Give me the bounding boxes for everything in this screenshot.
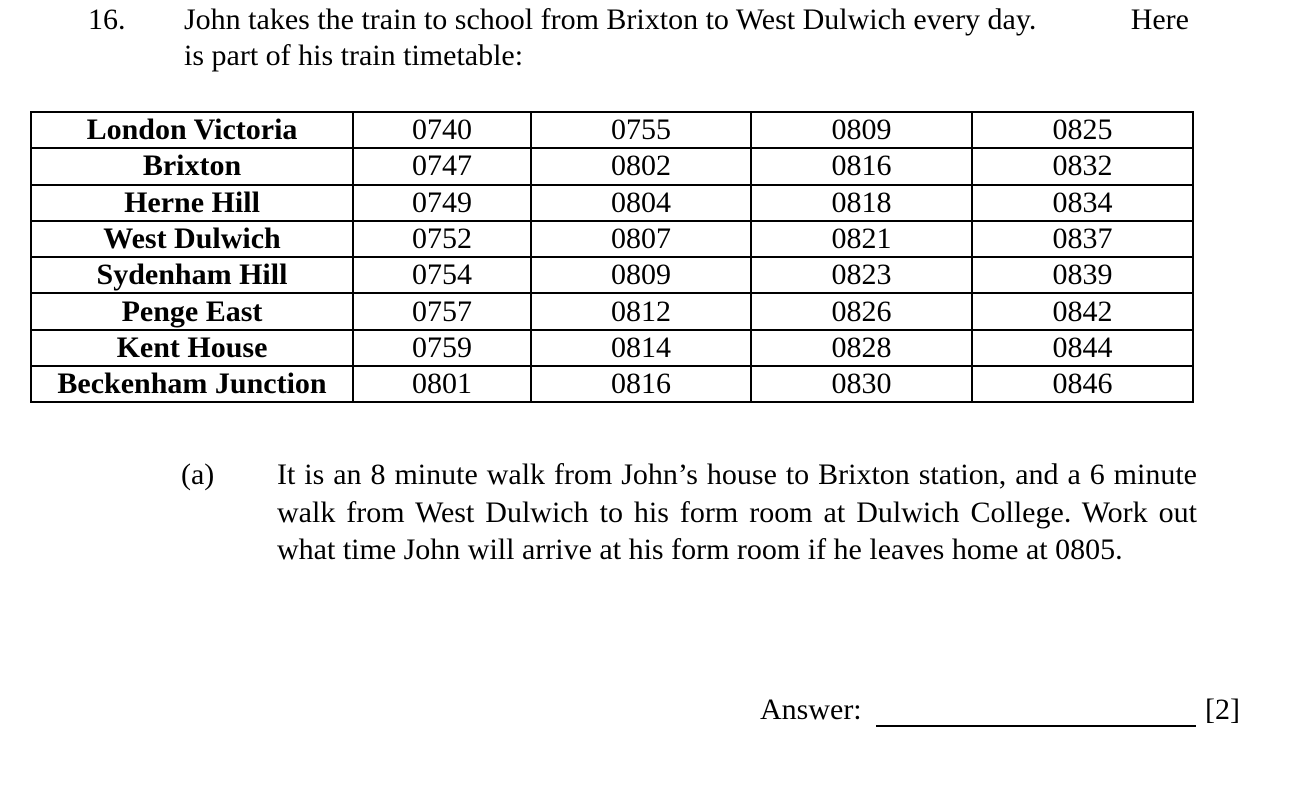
table-row (31, 112, 1193, 148)
time-cell: 0759 (353, 330, 531, 366)
station-name: Kent House (31, 330, 353, 366)
time-cell: 0740 (353, 112, 531, 148)
train-timetable (30, 111, 1194, 403)
time-cell: 0844 (972, 330, 1193, 366)
time-cell: 0814 (531, 330, 751, 366)
time-cell: 0818 (751, 185, 972, 221)
answer-line[interactable] (876, 725, 1196, 727)
table-row (31, 366, 1193, 402)
marks-label: [2] (1205, 693, 1240, 726)
time-cell: 0816 (751, 148, 972, 184)
table-row (31, 221, 1193, 257)
time-cell: 0801 (353, 366, 531, 402)
question-intro (184, 2, 1189, 74)
station-name: Herne Hill (31, 185, 353, 221)
time-cell: 0752 (353, 221, 531, 257)
time-cell: 0749 (353, 185, 531, 221)
table-row (31, 257, 1193, 293)
intro-line-1-end: Here (1130, 3, 1189, 36)
question-number: 16. (88, 3, 126, 36)
time-cell: 0837 (972, 221, 1193, 257)
table-row (31, 148, 1193, 184)
time-cell: 0802 (531, 148, 751, 184)
station-name: Sydenham Hill (31, 257, 353, 293)
time-cell: 0804 (531, 185, 751, 221)
time-cell: 0807 (531, 221, 751, 257)
time-cell: 0812 (531, 293, 751, 329)
time-cell: 0809 (531, 257, 751, 293)
station-name: Brixton (31, 148, 353, 184)
time-cell: 0757 (353, 293, 531, 329)
station-name: West Dulwich (31, 221, 353, 257)
table-row (31, 330, 1193, 366)
time-cell: 0809 (751, 112, 972, 148)
time-cell: 0825 (972, 112, 1193, 148)
answer-label: Answer: (760, 693, 862, 726)
table-row (31, 185, 1193, 221)
intro-line-1 (184, 2, 1189, 38)
station-name: London Victoria (31, 112, 353, 148)
station-name: Penge East (31, 293, 353, 329)
time-cell: 0834 (972, 185, 1193, 221)
intro-line-2: is part of his train timetable: (184, 39, 524, 72)
time-cell: 0823 (751, 257, 972, 293)
time-cell: 0755 (531, 112, 751, 148)
part-a-label: (a) (181, 458, 215, 491)
time-cell: 0832 (972, 148, 1193, 184)
time-cell: 0839 (972, 257, 1193, 293)
time-cell: 0821 (751, 221, 972, 257)
intro-line-1-main: John takes the train to school from Brixton to West Dulwich every day. (184, 3, 1037, 36)
part-a-text: It is an 8 minute walk from John’s house to Brixton station, and a 6 minute walk from West Dulwich to his form room at Dulwich College. Work out what time John will arrive at his form room if he leaves home at 0805. (277, 458, 1197, 566)
time-cell: 0754 (353, 257, 531, 293)
station-name: Beckenham Junction (31, 366, 353, 402)
time-cell: 0842 (972, 293, 1193, 329)
time-cell: 0826 (751, 293, 972, 329)
time-cell: 0830 (751, 366, 972, 402)
time-cell: 0816 (531, 366, 751, 402)
table-row (31, 293, 1193, 329)
time-cell: 0828 (751, 330, 972, 366)
time-cell: 0747 (353, 148, 531, 184)
time-cell: 0846 (972, 366, 1193, 402)
